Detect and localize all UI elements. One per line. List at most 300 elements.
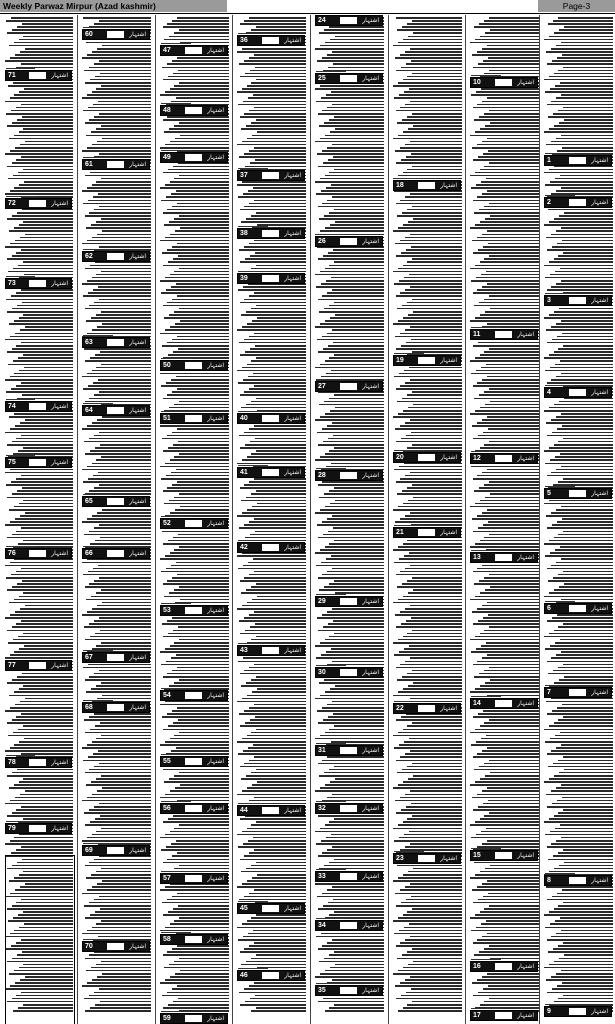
notice-blank-field [495,554,512,561]
notice-header [544,197,612,208]
notice-tag: اشتہار [517,455,534,462]
notice-tag: اشتہار [284,905,301,912]
notice-tag: اشتہار [591,389,608,396]
notice-number: 33 [318,873,326,880]
notice-blank-field [29,200,46,207]
notice-tag: اشتہار [129,704,146,711]
notice-header [315,745,383,756]
notice-blank-field [185,758,202,765]
notice-blank-field [107,943,124,950]
notice-signature-rule [545,288,575,294]
notice-signature-rule [316,374,346,380]
notice-tag: اشتہار [440,705,457,712]
notice-number: 35 [318,987,326,994]
notice-signature-rule [238,163,268,169]
notice-number: 17 [473,1012,481,1019]
notice-header [160,152,228,163]
notice-tag: اشتہار [591,490,608,497]
notice-number: 71 [8,72,16,79]
notice-number: 66 [85,550,93,557]
column-divider [77,15,78,1024]
notice-number: 15 [473,852,481,859]
notice-blank-field [107,654,124,661]
notice-tag: اشتہار [129,943,146,950]
notice-header [82,251,150,262]
notice-number: 73 [8,280,16,287]
notice-signature-rule [316,660,346,666]
notice-header [82,159,150,170]
notice-header [315,803,383,814]
notice-tag: اشتہار [51,662,68,669]
notice-tag: اشتہار [207,607,224,614]
notice-blank-field [262,544,279,551]
notice-signature-rule [161,796,191,802]
notice-blank-field [262,807,279,814]
notice-header [160,803,228,814]
notice-number: 56 [163,805,171,812]
notice-signature-rule [316,589,346,595]
notice-signature-rule [238,406,268,412]
notice-number: 32 [318,805,326,812]
column-divider [232,15,233,1024]
column-6 [390,15,464,1024]
notice-signature-rule [161,406,191,412]
notice-number: 10 [473,79,481,86]
notice-blank-field [262,415,279,422]
page-header [0,0,615,12]
notice-signature-rule [83,398,113,404]
notice-header [160,413,228,424]
notice-signature-rule [238,266,268,272]
notice-header [82,652,150,663]
notice-number: 13 [473,554,481,561]
column-7 [467,15,541,1024]
notice-number: 37 [240,172,248,179]
notice-header [160,690,228,701]
notice-signature-rule [161,98,191,104]
notice-number: 47 [163,47,171,54]
notice-signature-rule [316,864,346,870]
notice-signature-rule [238,638,268,644]
notice-header [544,488,612,499]
notice-number: 58 [163,936,171,943]
notice-header [237,170,305,181]
notice-header [544,687,612,698]
notice-number: 25 [318,75,326,82]
notice-tag: اشتہار [51,459,68,466]
notice-signature-rule [394,520,424,526]
notice-tag: اشتہار [129,847,146,854]
notice-header [160,934,228,945]
notice-header [544,387,612,398]
notice-tag: اشتہار [517,852,534,859]
notice-header [5,660,72,671]
notice-blank-field [569,877,586,884]
notice-number: 45 [240,905,248,912]
notice-number: 12 [473,455,481,462]
notice-blank-field [340,987,357,994]
notice-number: 9 [547,1008,551,1015]
notice-number: 7 [547,689,551,696]
notice-tag: اشتہار [591,1008,608,1015]
notice-tag: اشتہار [207,415,224,422]
column-divider [155,15,156,1024]
notice-header [470,77,538,88]
notice-blank-field [29,280,46,287]
notice-tag: اشتہار [207,692,224,699]
notice-number: 50 [163,362,171,369]
notice-number: 40 [240,415,248,422]
notice-number: 67 [85,654,93,661]
notice-blank-field [340,669,357,676]
notice-header [82,496,150,507]
notice-tag: اشتہار [207,936,224,943]
notice-header [470,329,538,340]
notice-signature-rule [6,271,35,277]
notice-signature-rule [83,330,113,336]
notice-number: 74 [8,403,16,410]
notice-number: 53 [163,607,171,614]
notice-header [544,155,612,166]
notice-header [160,756,228,767]
notice-blank-field [185,936,202,943]
notice-tag: اشتہار [284,647,301,654]
notice-number: 57 [163,875,171,882]
notice-header [544,875,612,886]
notice-signature-rule [316,913,346,919]
notice-header [315,73,383,84]
notice-blank-field [107,407,124,414]
notice-header [237,228,305,239]
notice-number: 20 [396,454,404,461]
notice-blank-field [340,472,357,479]
notice-number: 62 [85,253,93,260]
notice-number: 49 [163,154,171,161]
notice-signature-rule [161,598,191,604]
notice-tag: اشتہار [362,747,379,754]
notice-tag: اشتہار [362,873,379,880]
notice-tag: اشتہار [362,922,379,929]
notice-header [393,355,461,366]
notice-number: 4 [547,389,551,396]
notice-tag: اشتہار [51,72,68,79]
notice-number: 19 [396,357,404,364]
notice-tag: اشتہار [129,550,146,557]
notice-blank-field [569,297,586,304]
notice-signature-rule [394,846,424,852]
notice-header [160,518,228,529]
notice-number: 68 [85,704,93,711]
notice-header [160,873,228,884]
notice-number: 60 [85,31,93,38]
notice-header [5,198,72,209]
notice-number: 23 [396,855,404,862]
notice-header [237,645,305,656]
notice-number: 44 [240,807,248,814]
notice-number: 6 [547,605,551,612]
notice-tag: اشتہار [362,383,379,390]
notice-signature-rule [471,954,501,960]
notice-tag: اشتہار [207,520,224,527]
notice-blank-field [29,825,46,832]
notice-header [5,823,72,834]
notice-signature-rule [161,353,191,359]
boxed-notice [5,855,75,1024]
notice-signature-rule [545,190,575,196]
notice-number: 22 [396,705,404,712]
notice-number: 72 [8,200,16,207]
notice-tag: اشتہار [517,331,534,338]
notice-number: 75 [8,459,16,466]
notice-header [237,805,305,816]
notice-blank-field [340,17,357,24]
notice-number: 31 [318,747,326,754]
notice-tag: اشتہار [284,415,301,422]
notice-blank-field [185,1015,202,1022]
notice-tag: اشتہار [51,280,68,287]
notice-signature-rule [238,798,268,804]
notice-tag: اشتہار [591,297,608,304]
notice-number: 54 [163,692,171,699]
notice-number: 30 [318,669,326,676]
notice-tag: اشتہار [129,407,146,414]
notice-header [544,295,612,306]
notice-signature-rule [83,695,113,701]
notice-tag: اشتہار [591,605,608,612]
notice-tag: اشتہار [51,759,68,766]
notice-blank-field [340,747,357,754]
notice-number: 69 [85,847,93,854]
notice-tag: اشتہار [129,339,146,346]
notice-number: 48 [163,107,171,114]
notice-header [160,605,228,616]
notice-tag: اشتہار [440,529,457,536]
notice-blank-field [340,873,357,880]
notice-blank-field [185,154,202,161]
notice-blank-field [340,598,357,605]
notice-blank-field [29,759,46,766]
notice-number: 59 [163,1015,171,1022]
notice-signature-rule [83,838,113,844]
notice-blank-field [107,253,124,260]
notice-blank-field [569,689,586,696]
notice-header [237,413,305,424]
notice-number: 34 [318,922,326,929]
notice-signature-rule [161,38,191,44]
notice-header [237,467,305,478]
notice-signature-rule [83,645,113,651]
notice-blank-field [107,31,124,38]
header-rule [0,13,615,14]
notice-blank-field [29,550,46,557]
notice-signature-rule [6,653,35,659]
notice-tag: اشتہار [129,654,146,661]
notice-signature-rule [545,680,575,686]
notice-number: 78 [8,759,16,766]
notice-header [315,381,383,392]
notice-tag: اشتہار [129,31,146,38]
column-divider [465,15,466,1024]
notice-header [82,702,150,713]
notice-signature-rule [394,173,424,179]
notice-blank-field [185,47,202,54]
notice-number: 70 [85,943,93,950]
notice-number: 76 [8,550,16,557]
notice-header [82,337,150,348]
notice-header [82,405,150,416]
notice-header [237,35,305,46]
notice-blank-field [107,498,124,505]
notice-signature-rule [6,394,35,400]
notice-number: 36 [240,37,248,44]
notice-tag: اشتہار [517,79,534,86]
notice-signature-rule [161,866,191,872]
notice-signature-rule [161,749,191,755]
column-body-text [469,17,539,1013]
notice-tag: اشتہار [440,454,457,461]
notice-tag: اشتہار [517,700,534,707]
notice-header [5,278,72,289]
notice-header [393,452,461,463]
notice-number: 14 [473,700,481,707]
notice-header [315,15,383,26]
column-divider [388,15,389,1024]
notice-number: 39 [240,275,248,282]
notice-signature-rule [161,511,191,517]
notice-tag: اشتہار [284,37,301,44]
notice-header [315,236,383,247]
notice-tag: اشتہار [284,807,301,814]
notice-signature-rule [545,868,575,874]
notice-tag: اشتہار [51,550,68,557]
notice-blank-field [495,852,512,859]
notice-signature-rule [471,545,501,551]
notice-tag: اشتہار [362,17,379,24]
notice-blank-field [495,1012,512,1019]
notice-number: 3 [547,297,551,304]
notice-signature-rule [238,221,268,227]
notice-header [82,845,150,856]
notice-tag: اشتہار [284,172,301,179]
notice-blank-field [569,605,586,612]
notice-number: 55 [163,758,171,765]
column-divider [310,15,311,1024]
notice-header [237,970,305,981]
notice-signature-rule [83,489,113,495]
notice-tag: اشتہار [207,758,224,765]
notice-header [544,1006,612,1017]
notice-number: 46 [240,972,248,979]
notice-number: 8 [547,877,551,884]
notice-blank-field [262,230,279,237]
notice-signature-rule [316,229,346,235]
notice-signature-rule [83,934,113,940]
notice-header [315,596,383,607]
notice-blank-field [418,357,435,364]
notice-blank-field [185,362,202,369]
notice-header [82,548,150,559]
notice-signature-rule [316,738,346,744]
notice-signature-rule [545,380,575,386]
notice-number: 63 [85,339,93,346]
notice-number: 41 [240,469,248,476]
notice-blank-field [418,182,435,189]
notice-signature-rule [316,463,346,469]
notice-signature-rule [238,460,268,466]
column-2 [79,15,153,1024]
notice-blank-field [185,875,202,882]
notice-tag: اشتہار [362,472,379,479]
notice-number: 24 [318,17,326,24]
notice-blank-field [185,607,202,614]
notice-header [5,457,72,468]
notice-blank-field [495,963,512,970]
notice-tag: اشتہار [207,154,224,161]
notice-signature-rule [316,66,346,72]
notice-number: 29 [318,598,326,605]
column-3 [157,15,231,1024]
notice-blank-field [29,662,46,669]
notice-signature-rule [471,446,501,452]
notice-blank-field [569,199,586,206]
notice-header [315,871,383,882]
column-8 [541,15,615,1024]
notice-tag: اشتہار [207,805,224,812]
notice-header [393,180,461,191]
notice-signature-rule [6,63,35,69]
notice-tag: اشتہار [284,469,301,476]
notice-number: 18 [396,182,404,189]
notice-blank-field [495,331,512,338]
notice-tag: اشتہار [362,238,379,245]
notice-number: 1 [547,157,551,164]
notice-number: 51 [163,415,171,422]
notice-blank-field [569,1008,586,1015]
notice-header [5,70,72,81]
notice-signature-rule [238,896,268,902]
notice-signature-rule [316,796,346,802]
notice-blank-field [262,647,279,654]
notice-tag: اشتہار [440,855,457,862]
notice-number: 42 [240,544,248,551]
notice-tag: اشتہار [517,554,534,561]
notice-tag: اشتہار [362,669,379,676]
notice-header [82,29,150,40]
column-1 [2,15,75,1024]
notice-signature-rule [161,145,191,151]
notice-number: 27 [318,383,326,390]
notice-signature-rule [238,535,268,541]
notice-header [544,603,612,614]
notice-blank-field [29,403,46,410]
notice-signature-rule [238,28,268,34]
notice-header [237,273,305,284]
notice-tag: اشتہار [207,362,224,369]
notice-header [237,903,305,914]
notice-header [160,105,228,116]
notice-tag: اشتہار [440,182,457,189]
notice-header [5,548,72,559]
notice-header [470,698,538,709]
column-body-text [543,17,613,1013]
notice-tag: اشتہار [51,403,68,410]
notice-tag: اشتہار [129,161,146,168]
notice-header [5,757,72,768]
notice-tag: اشتہار [517,963,534,970]
notice-header [82,941,150,952]
notice-blank-field [185,692,202,699]
notice-columns [0,15,615,1024]
